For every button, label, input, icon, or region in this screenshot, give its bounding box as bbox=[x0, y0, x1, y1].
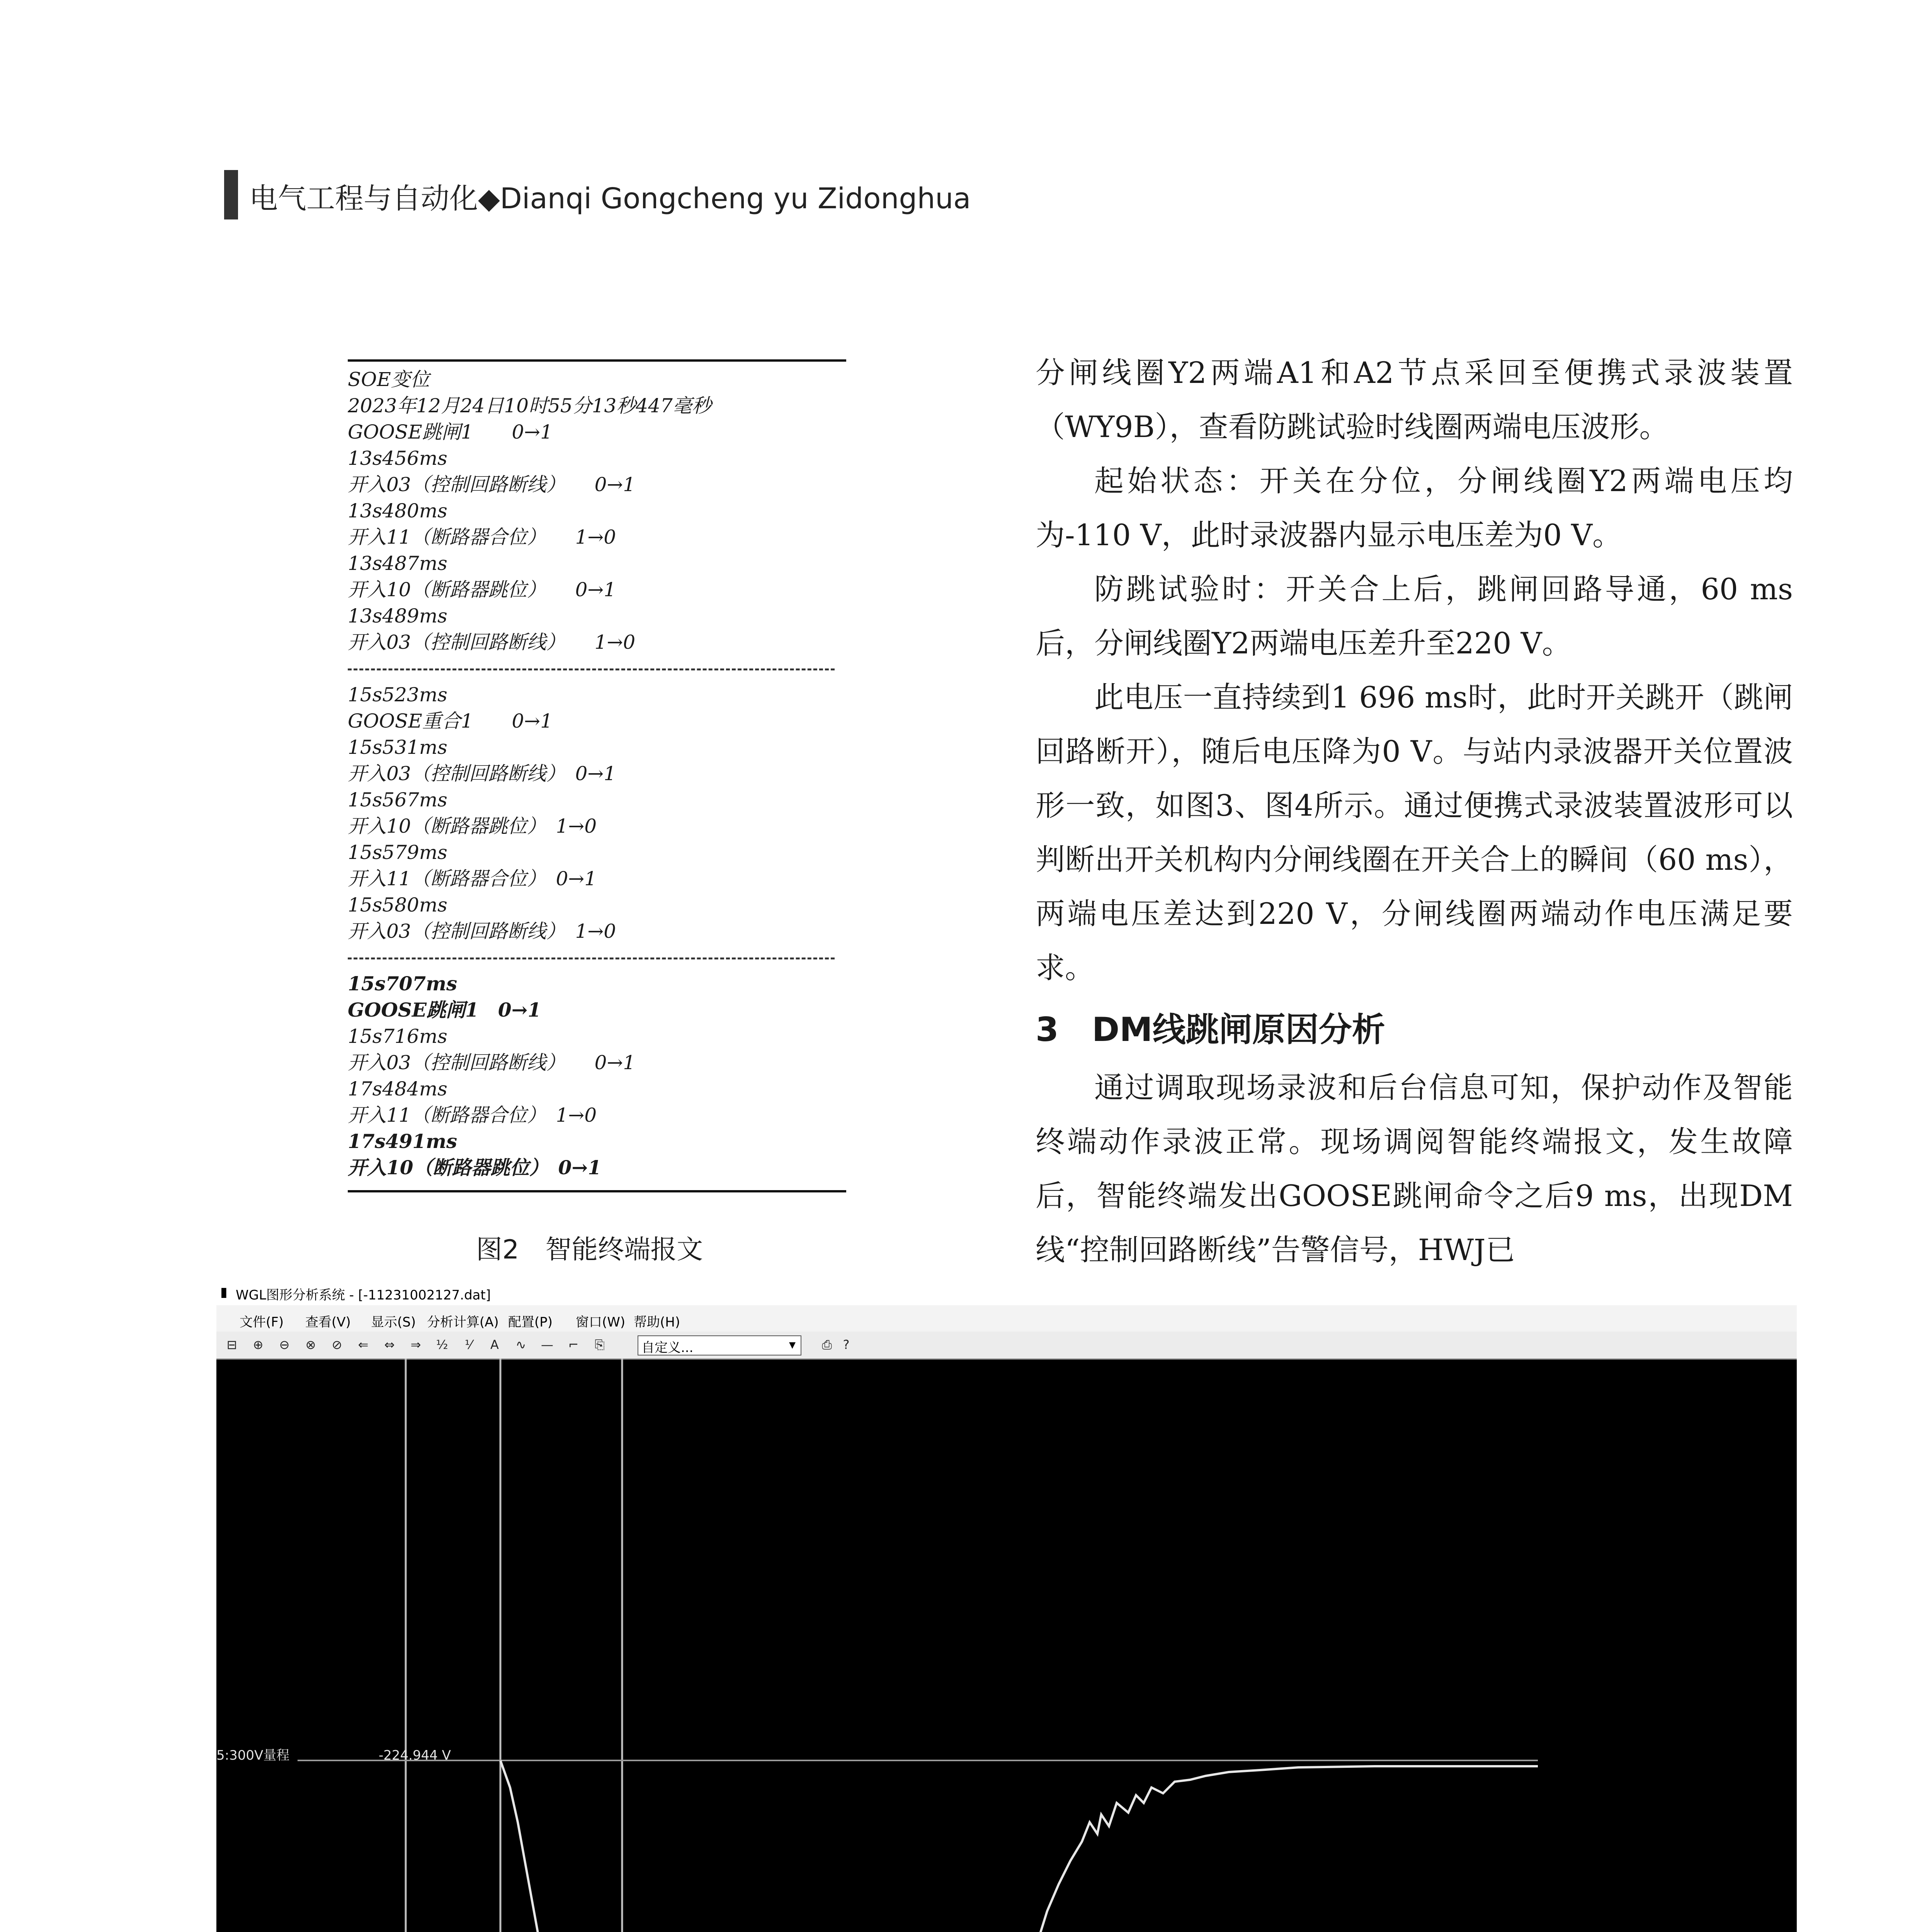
report-separator bbox=[348, 668, 835, 670]
waveform-plot bbox=[216, 1359, 1797, 1932]
report-line: GOOSE重合1 0→1 bbox=[348, 710, 553, 732]
report-line: 15s580ms bbox=[348, 894, 447, 916]
report-line: 17s491ms bbox=[348, 1130, 457, 1153]
menu-item[interactable]: 窗口(W) bbox=[576, 1315, 626, 1330]
menu-item[interactable]: 配置(P) bbox=[508, 1315, 553, 1330]
zoom-y-icon[interactable]: ⊘ bbox=[332, 1337, 342, 1352]
report-separator bbox=[348, 957, 835, 959]
print-icon[interactable]: ⎙ bbox=[822, 1337, 832, 1352]
report-line: 15s707ms bbox=[348, 972, 457, 995]
voltage-trace bbox=[500, 1760, 1538, 1932]
toolbar bbox=[216, 1332, 1797, 1360]
fig2-caption: 图2 智能终端报文 bbox=[476, 1235, 703, 1265]
paragraph-5: 通过调取现场录波和后台信息可知，保护动作及智能终端动作录波正常。现场调阅智能终端报文，发生故障后，智能终端发出GOOSE跳闸命令之后9 ms，出现DM线“控制回路断线”告警信号，HWJ已 bbox=[1036, 1070, 1793, 1267]
report-line: 开入11（断路器合位） 1→0 bbox=[348, 526, 616, 548]
report-line: 15s531ms bbox=[348, 736, 447, 759]
report-line: 15s523ms bbox=[348, 684, 447, 706]
paragraph-1: 分闸线圈Y2两端A1和A2节点采回至便携式录波装置（WY9B），查看防跳试验时线圈两端电压波形。 bbox=[1036, 355, 1793, 444]
arrow-right-icon[interactable]: ⇔ bbox=[384, 1337, 395, 1352]
paragraph-3: 防跳试验时：开关合上后，跳闸回路导通，60 ms后，分闸线圈Y2两端电压差升至220 V。 bbox=[1036, 572, 1793, 660]
menu-item[interactable]: 显示(S) bbox=[371, 1315, 416, 1330]
report-line: 开入03（控制回路断线） 0→1 bbox=[348, 473, 636, 496]
chevron-down-icon[interactable]: ▾ bbox=[789, 1337, 796, 1352]
paragraph-2: 起始状态：开关在分位，分闸线圈Y2两端电压均为-110 V，此时录波器内显示电压差为0 V。 bbox=[1036, 464, 1793, 552]
report-line: 17s484ms bbox=[348, 1078, 447, 1100]
report-line: 开入11（断路器合位） 1→0 bbox=[348, 1104, 597, 1126]
paragraph-4: 此电压一直持续到1 696 ms时，此时开关跳开（跳闸回路断开），随后电压降为0 V。与站内录波器开关位置波形一致，如图3、图4所示。通过便携式录波装置波形可以判断出开关机构内分闸线圈在开关合上的瞬间（60 ms），两端电压差达到220 V，分闸线圈两端动作电压满足要求。 bbox=[1036, 680, 1793, 985]
channel-label: 5:300V量程 bbox=[216, 1748, 290, 1763]
soe-report bbox=[348, 359, 846, 1202]
window-titlebar bbox=[216, 1279, 1797, 1305]
app-icon: ▮ bbox=[220, 1284, 228, 1300]
report-line: 15s579ms bbox=[348, 841, 447, 864]
open-icon[interactable]: ⊟ bbox=[226, 1337, 237, 1352]
section-title: 3 DM线跳闸原因分析 bbox=[1036, 1010, 1385, 1049]
report-line: SOE变位 bbox=[348, 368, 430, 391]
text-column bbox=[1036, 346, 1793, 1277]
window-title: WGL图形分析系统 - [-11231002127.dat] bbox=[236, 1287, 491, 1303]
half-icon[interactable]: ½ bbox=[436, 1337, 448, 1352]
wave-icon[interactable]: ∿ bbox=[515, 1337, 526, 1352]
waveform-screenshot bbox=[216, 1279, 1797, 1932]
report-line: 13s456ms bbox=[348, 447, 447, 469]
copy-icon[interactable]: ⎘ bbox=[595, 1337, 605, 1352]
report-line: 13s487ms bbox=[348, 552, 447, 575]
report-line: 13s480ms bbox=[348, 500, 447, 522]
menu-item[interactable]: 分析计算(A) bbox=[427, 1315, 499, 1330]
channel-value: -224.944 V bbox=[379, 1748, 451, 1763]
step-icon[interactable]: ⅟ bbox=[464, 1337, 472, 1352]
zoom-x-icon[interactable]: ⊗ bbox=[305, 1337, 316, 1352]
report-line: GOOSE跳闸1 0→1 bbox=[348, 998, 541, 1021]
report-line: 15s567ms bbox=[348, 789, 447, 811]
report-line: GOOSE跳闸1 0→1 bbox=[348, 421, 553, 443]
report-line: 15s716ms bbox=[348, 1025, 447, 1048]
report-line: 开入10（断路器跳位） 0→1 bbox=[348, 1156, 602, 1179]
text-icon[interactable]: A bbox=[490, 1337, 499, 1352]
zoom-select-value: 自定义... bbox=[641, 1340, 694, 1355]
report-line: 开入10（断路器跳位） 1→0 bbox=[348, 815, 597, 837]
report-line: 开入03（控制回路断线） 0→1 bbox=[348, 762, 616, 785]
report-bottom-rule bbox=[348, 1190, 846, 1192]
report-line: 开入03（控制回路断线） 1→0 bbox=[348, 920, 616, 942]
menu-item[interactable]: 帮助(H) bbox=[634, 1315, 680, 1330]
report-line: 开入03（控制回路断线） 0→1 bbox=[348, 1051, 636, 1074]
header-bar bbox=[224, 170, 238, 219]
report-line: 开入03（控制回路断线） 1→0 bbox=[348, 631, 636, 653]
report-line: 13s489ms bbox=[348, 605, 447, 627]
arrow-left-icon[interactable]: ⇐ bbox=[358, 1337, 369, 1352]
report-top-rule bbox=[348, 359, 846, 362]
report-line: 2023年12月24日10时55分13秒447毫秒 bbox=[348, 395, 711, 417]
menu-item[interactable]: 文件(F) bbox=[240, 1315, 284, 1330]
report-line: 开入10（断路器跳位） 0→1 bbox=[348, 578, 616, 601]
zoom-in-icon[interactable]: ⊕ bbox=[253, 1337, 264, 1352]
fit-icon[interactable]: ⇒ bbox=[410, 1337, 421, 1352]
help-icon[interactable]: ? bbox=[843, 1337, 850, 1352]
zoom-out-icon[interactable]: ⊖ bbox=[279, 1337, 290, 1352]
menu-item[interactable]: 查看(V) bbox=[305, 1315, 351, 1330]
report-line: 开入11（断路器合位） 0→1 bbox=[348, 867, 597, 890]
line-icon[interactable]: — bbox=[541, 1337, 553, 1352]
running-title: 电气工程与自动化◆Dianqi Gongcheng yu Zidonghua bbox=[249, 182, 971, 215]
cursor-icon[interactable]: ⌐ bbox=[568, 1337, 579, 1352]
